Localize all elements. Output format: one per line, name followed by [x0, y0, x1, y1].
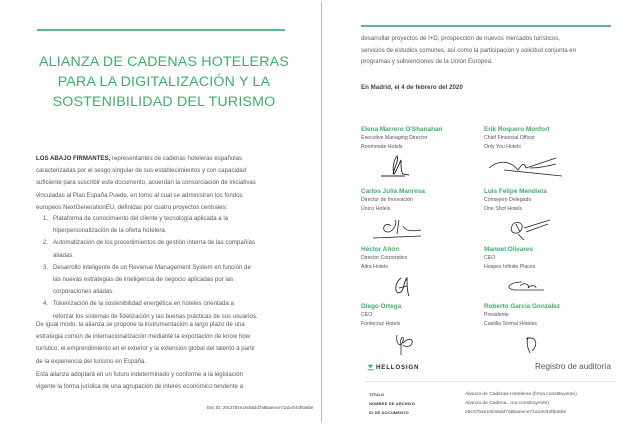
legal-form-paragraph	[36, 369, 306, 393]
project-line: hiperpersonalización de la oferta hotelera.	[53, 227, 167, 235]
signer-company: Only You Hotels	[484, 144, 521, 150]
paragraph-line: estrategia común de internacionalización mediante la exportación de know how	[36, 333, 251, 341]
signature-icon	[484, 154, 574, 178]
signer-company: One Shot Hotels	[484, 206, 523, 212]
title-rule	[37, 29, 285, 31]
audit-divider	[365, 381, 615, 382]
signer-block	[361, 125, 491, 178]
signer-block	[361, 245, 491, 298]
signer-block	[361, 187, 491, 240]
signer-role: Presidente	[484, 312, 509, 318]
signature-icon	[484, 274, 574, 298]
audit-row	[369, 390, 577, 399]
intro-line: vinculadas al Plan España Puede, en torno al cual se administran los fondos	[36, 191, 243, 199]
signer-block	[361, 302, 491, 355]
project-line: Desarrollo inteligente de un Revenue Management System en función de	[53, 263, 251, 271]
signer-company: Hospes Infinite Places	[484, 264, 536, 270]
title-line: ALIANZA DE CADENAS HOTELERAS	[38, 54, 289, 70]
signature-icon	[361, 154, 451, 178]
signer-company: Castilla Termal Hoteles	[484, 321, 537, 327]
intro-line: suficiente para suscribir este documento, acuerdan la consorciación de iniciativas	[36, 179, 256, 187]
intro-line: caracterizadas por el sesgo singular de sus establecimientos y con capacidad	[36, 167, 247, 175]
signer-role: CEO	[484, 255, 496, 261]
intro-line-first	[36, 153, 306, 165]
signer-role: Consejero Delegado	[484, 197, 532, 203]
signature-icon	[361, 274, 451, 298]
project-line: Automatización de los procedimientos de gestión interna de las compañías	[53, 239, 256, 247]
continuation-paragraph	[361, 33, 621, 68]
paragraph-line: programas y subvenciones de la Unión Europea.	[361, 58, 493, 65]
project-number: 3.	[43, 263, 49, 271]
audit-key: TÍTULO	[369, 392, 385, 397]
signer-name: Diego Ortega	[361, 303, 402, 310]
project-item	[36, 237, 306, 261]
paragraph-line: turístico, el emprendimiento en el exterior y la extensión global del talento a partir	[36, 345, 256, 353]
signer-name: Elena Marrero O'Shanahan	[361, 126, 443, 133]
title-line: PARA LA DIGITALIZACIÓN Y LA	[57, 74, 271, 90]
hellosign-mark-icon	[367, 364, 374, 371]
internationalization-paragraph	[36, 319, 306, 368]
audit-value: Alianza de Cadena...ma constituyente)	[465, 401, 550, 406]
signer-block	[484, 245, 614, 298]
audit-details-table	[369, 390, 577, 417]
signer-block	[484, 125, 614, 178]
intro-text: representantes de cadenas hoteleras españolas	[110, 155, 243, 162]
signer-company: Roommate Hotels	[361, 144, 403, 150]
signatories-lead: LOS ABAJO FIRMANTES,	[36, 155, 111, 162]
project-item	[36, 262, 306, 299]
paragraph-line: vigente la forma jurídica de una agrupación de interés económico tendente a	[36, 383, 243, 391]
signer-company: Altra Hotels	[361, 264, 388, 270]
signer-name: Carlos Julià Manresa	[361, 188, 425, 195]
signer-name: Luis Felipe Mendieta	[484, 188, 547, 195]
projects-list	[36, 213, 306, 323]
signer-name: Héctor Añón	[361, 246, 400, 253]
paragraph-line: De igual modo, la alianza se propone la instrumentación a largo plazo de una	[36, 321, 245, 328]
signature-icon	[484, 216, 574, 240]
project-line: reforzar los sistemas de fidelización y las buenas prácticas de sus usuarios.	[53, 312, 258, 320]
signature-icon	[361, 216, 451, 240]
signer-role: Chief Financial Officer	[484, 135, 535, 141]
intro-line: europeos NextGenerationEU, definidas por cuatro proyectos centrales:	[36, 203, 228, 211]
project-item	[36, 213, 306, 237]
audit-row	[369, 399, 577, 408]
audit-key: ID DE DOCUMENTO	[369, 410, 409, 415]
signature-icon	[361, 331, 451, 355]
title-line: SOSTENIBILIDAD DEL TURISMO	[52, 94, 276, 110]
audit-trail-title: Registro de auditoría	[535, 362, 612, 371]
signer-role: CEO	[361, 312, 373, 318]
project-number: 4.	[43, 300, 49, 308]
signature-icon	[484, 331, 574, 355]
place-date: En Madrid, el 4 de febrero del 2020	[361, 84, 463, 91]
signer-role: Director Corporativo	[361, 255, 408, 261]
audit-value: Alianza de Cadenas Hoteleras (firma constituyente)	[465, 392, 577, 397]
hellosign-logo	[367, 364, 419, 371]
signer-name: Erik Roquero Monfort	[484, 126, 550, 133]
audit-row	[369, 408, 577, 417]
project-line: aliadas.	[53, 251, 75, 259]
signer-name: Roberto García González	[484, 303, 560, 310]
audit-key: NOMBRE DE ARCHIVO	[369, 401, 416, 406]
signer-company: Fontecruz Hotels	[361, 321, 401, 327]
paragraph-line: Esta alianza adoptará en un futuro indeterminado y conforme a la legislación	[36, 371, 243, 378]
paragraph-line: desarrollar proyectos de I+D, prospección de nuevos mercados turísticos,	[361, 35, 560, 42]
project-line: corporaciones aliadas.	[53, 288, 114, 296]
signer-role: Executive Managing Director	[361, 135, 428, 141]
project-number: 1.	[43, 215, 49, 222]
audit-value: 29c37b4e19c65dd7a85aeece71a1e044f8a6be	[465, 410, 567, 415]
intro-paragraph	[36, 153, 306, 214]
project-line: Plataforma de conocimiento del cliente y tecnología aplicada a la	[53, 215, 229, 222]
signer-company: Único Hotels	[361, 206, 391, 212]
signer-role: Director de Innovación	[361, 197, 413, 203]
project-number: 2.	[43, 239, 49, 247]
continuation-rule	[361, 25, 611, 27]
doc-id: Doc ID: 29c37b4e19c65dd7a85aeece71a1e044f8a6be	[207, 405, 314, 410]
page-divider	[321, 2, 322, 422]
signer-block	[484, 187, 614, 240]
paragraph-line: servicios de estudios comunes, así como la participación y solicitud conjunta en	[361, 46, 577, 54]
project-line: Tokenización de la sostenibilidad energética en hoteles orientada a	[53, 300, 234, 308]
paragraph-line: de la experiencia del turismo en España.	[36, 357, 147, 365]
signer-name: Manuel Olivares	[484, 246, 534, 253]
document-title	[34, 52, 294, 112]
signer-block	[484, 302, 614, 355]
project-line: las nuevas estrategias de inteligencia de negocio aplicadas por las	[53, 276, 234, 284]
hellosign-wordmark: HELLOSIGN	[376, 364, 420, 371]
